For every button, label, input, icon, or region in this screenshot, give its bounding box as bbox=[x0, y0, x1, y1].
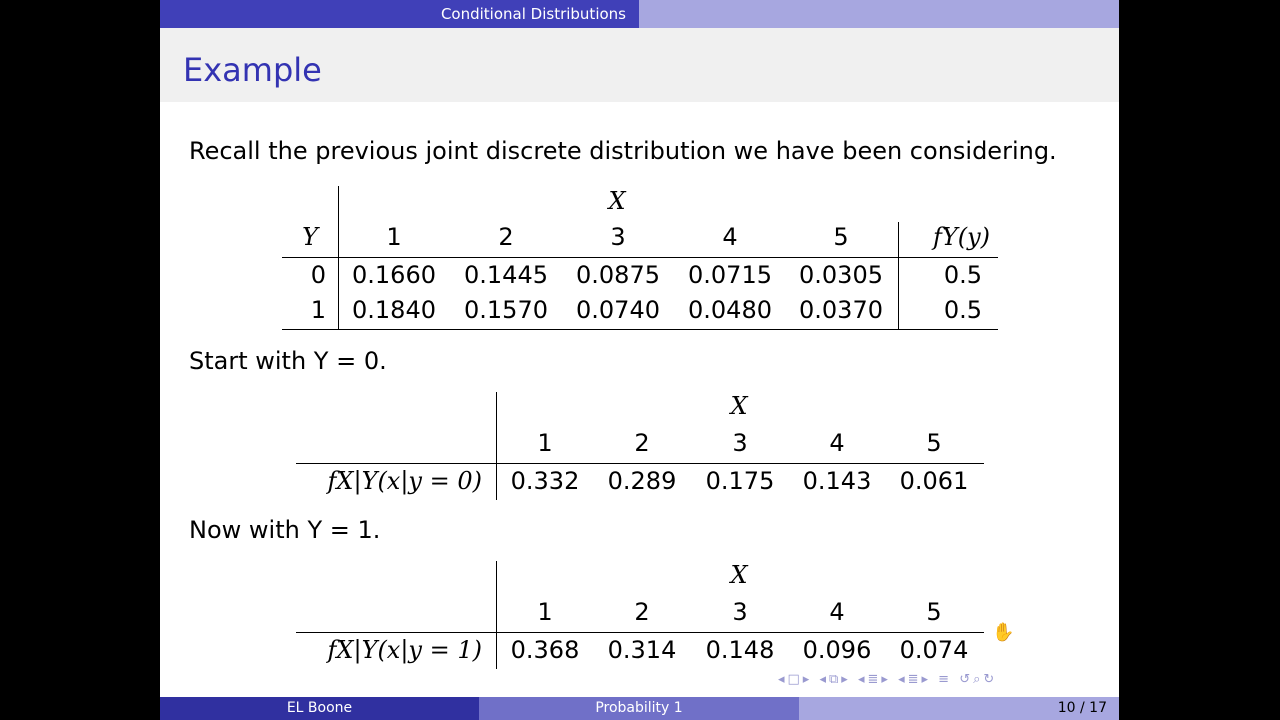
frame-title: Example bbox=[183, 51, 322, 89]
table-cell: 0.0370 bbox=[799, 296, 883, 324]
table-cell: 0.0875 bbox=[576, 261, 660, 289]
table-cell: 0.289 bbox=[607, 467, 677, 495]
table-cell: 0.0480 bbox=[688, 296, 772, 324]
col-header: 3 bbox=[732, 429, 748, 457]
col-header: 3 bbox=[732, 598, 748, 626]
hand-cursor-icon: ✋ bbox=[992, 622, 1015, 643]
row-label: 1 bbox=[310, 296, 326, 324]
col-header: 1 bbox=[386, 223, 402, 251]
nav-search-icon[interactable]: ↺⌕↻ bbox=[959, 672, 998, 687]
row-label: 0 bbox=[310, 261, 326, 289]
table-cell: 0.332 bbox=[510, 467, 580, 495]
header-section[interactable]: Conditional Distributions bbox=[160, 0, 639, 28]
col-header: 4 bbox=[829, 598, 845, 626]
table-cell: 0.143 bbox=[802, 467, 872, 495]
col-header: 5 bbox=[926, 598, 942, 626]
footer-page: 10 / 17 bbox=[799, 697, 1119, 720]
start-text: Start with Y = 0. bbox=[189, 347, 387, 375]
table-cell: 0.0715 bbox=[688, 261, 772, 289]
col-var-label: X bbox=[730, 561, 748, 589]
table-cell: 0.1840 bbox=[352, 296, 436, 324]
navigation-bar bbox=[778, 672, 997, 692]
footer-course: Probability 1 bbox=[479, 697, 799, 720]
conditional-pmf-label: fX|Y(x|y = 0) bbox=[327, 467, 482, 495]
table-rule bbox=[282, 329, 998, 330]
col-header: 4 bbox=[722, 223, 738, 251]
col-var-label: X bbox=[730, 392, 748, 420]
now-text: Now with Y = 1. bbox=[189, 516, 381, 544]
table-cell: 0.368 bbox=[510, 636, 580, 664]
table-rule bbox=[296, 632, 984, 633]
col-header: 2 bbox=[634, 429, 650, 457]
table-cell: 0.314 bbox=[607, 636, 677, 664]
col-header: 2 bbox=[634, 598, 650, 626]
nav-prev-icon[interactable]: ◂□▸ bbox=[778, 672, 813, 687]
conditional-pmf-label: fX|Y(x|y = 1) bbox=[327, 636, 482, 664]
header-right-bar bbox=[639, 0, 1119, 28]
table-cell: 0.061 bbox=[899, 467, 969, 495]
table-cell: 0.1660 bbox=[352, 261, 436, 289]
marginal-header: fY(y) bbox=[932, 223, 990, 251]
table-divider bbox=[338, 186, 339, 330]
col-var-label: X bbox=[608, 187, 626, 215]
intro-text: Recall the previous joint discrete distribution we have been considering. bbox=[189, 137, 1057, 165]
table-rule bbox=[296, 463, 984, 464]
footer-author: EL Boone bbox=[160, 697, 479, 720]
nav-subsection-icon[interactable]: ◂≣▸ bbox=[898, 672, 932, 687]
col-header: 1 bbox=[537, 598, 553, 626]
table-cell: 0.096 bbox=[802, 636, 872, 664]
slide bbox=[160, 0, 1119, 720]
table-rule bbox=[282, 257, 998, 258]
nav-align-icon[interactable]: ≡ bbox=[938, 672, 953, 687]
col-header: 2 bbox=[498, 223, 514, 251]
table-cell: 0.1445 bbox=[464, 261, 548, 289]
nav-frame-icon[interactable]: ◂⧉▸ bbox=[819, 672, 851, 687]
marginal-cell: 0.5 bbox=[943, 296, 982, 324]
row-var-label: Y bbox=[302, 223, 318, 251]
col-header: 5 bbox=[833, 223, 849, 251]
col-header: 4 bbox=[829, 429, 845, 457]
table-cell: 0.074 bbox=[899, 636, 969, 664]
table-cell: 0.1570 bbox=[464, 296, 548, 324]
table-cell: 0.0740 bbox=[576, 296, 660, 324]
nav-section-icon[interactable]: ◂≣▸ bbox=[857, 672, 891, 687]
table-cell: 0.0305 bbox=[799, 261, 883, 289]
marginal-cell: 0.5 bbox=[943, 261, 982, 289]
table-divider bbox=[898, 222, 899, 330]
table-cell: 0.148 bbox=[705, 636, 775, 664]
col-header: 5 bbox=[926, 429, 942, 457]
col-header: 3 bbox=[610, 223, 626, 251]
col-header: 1 bbox=[537, 429, 553, 457]
table-cell: 0.175 bbox=[705, 467, 775, 495]
